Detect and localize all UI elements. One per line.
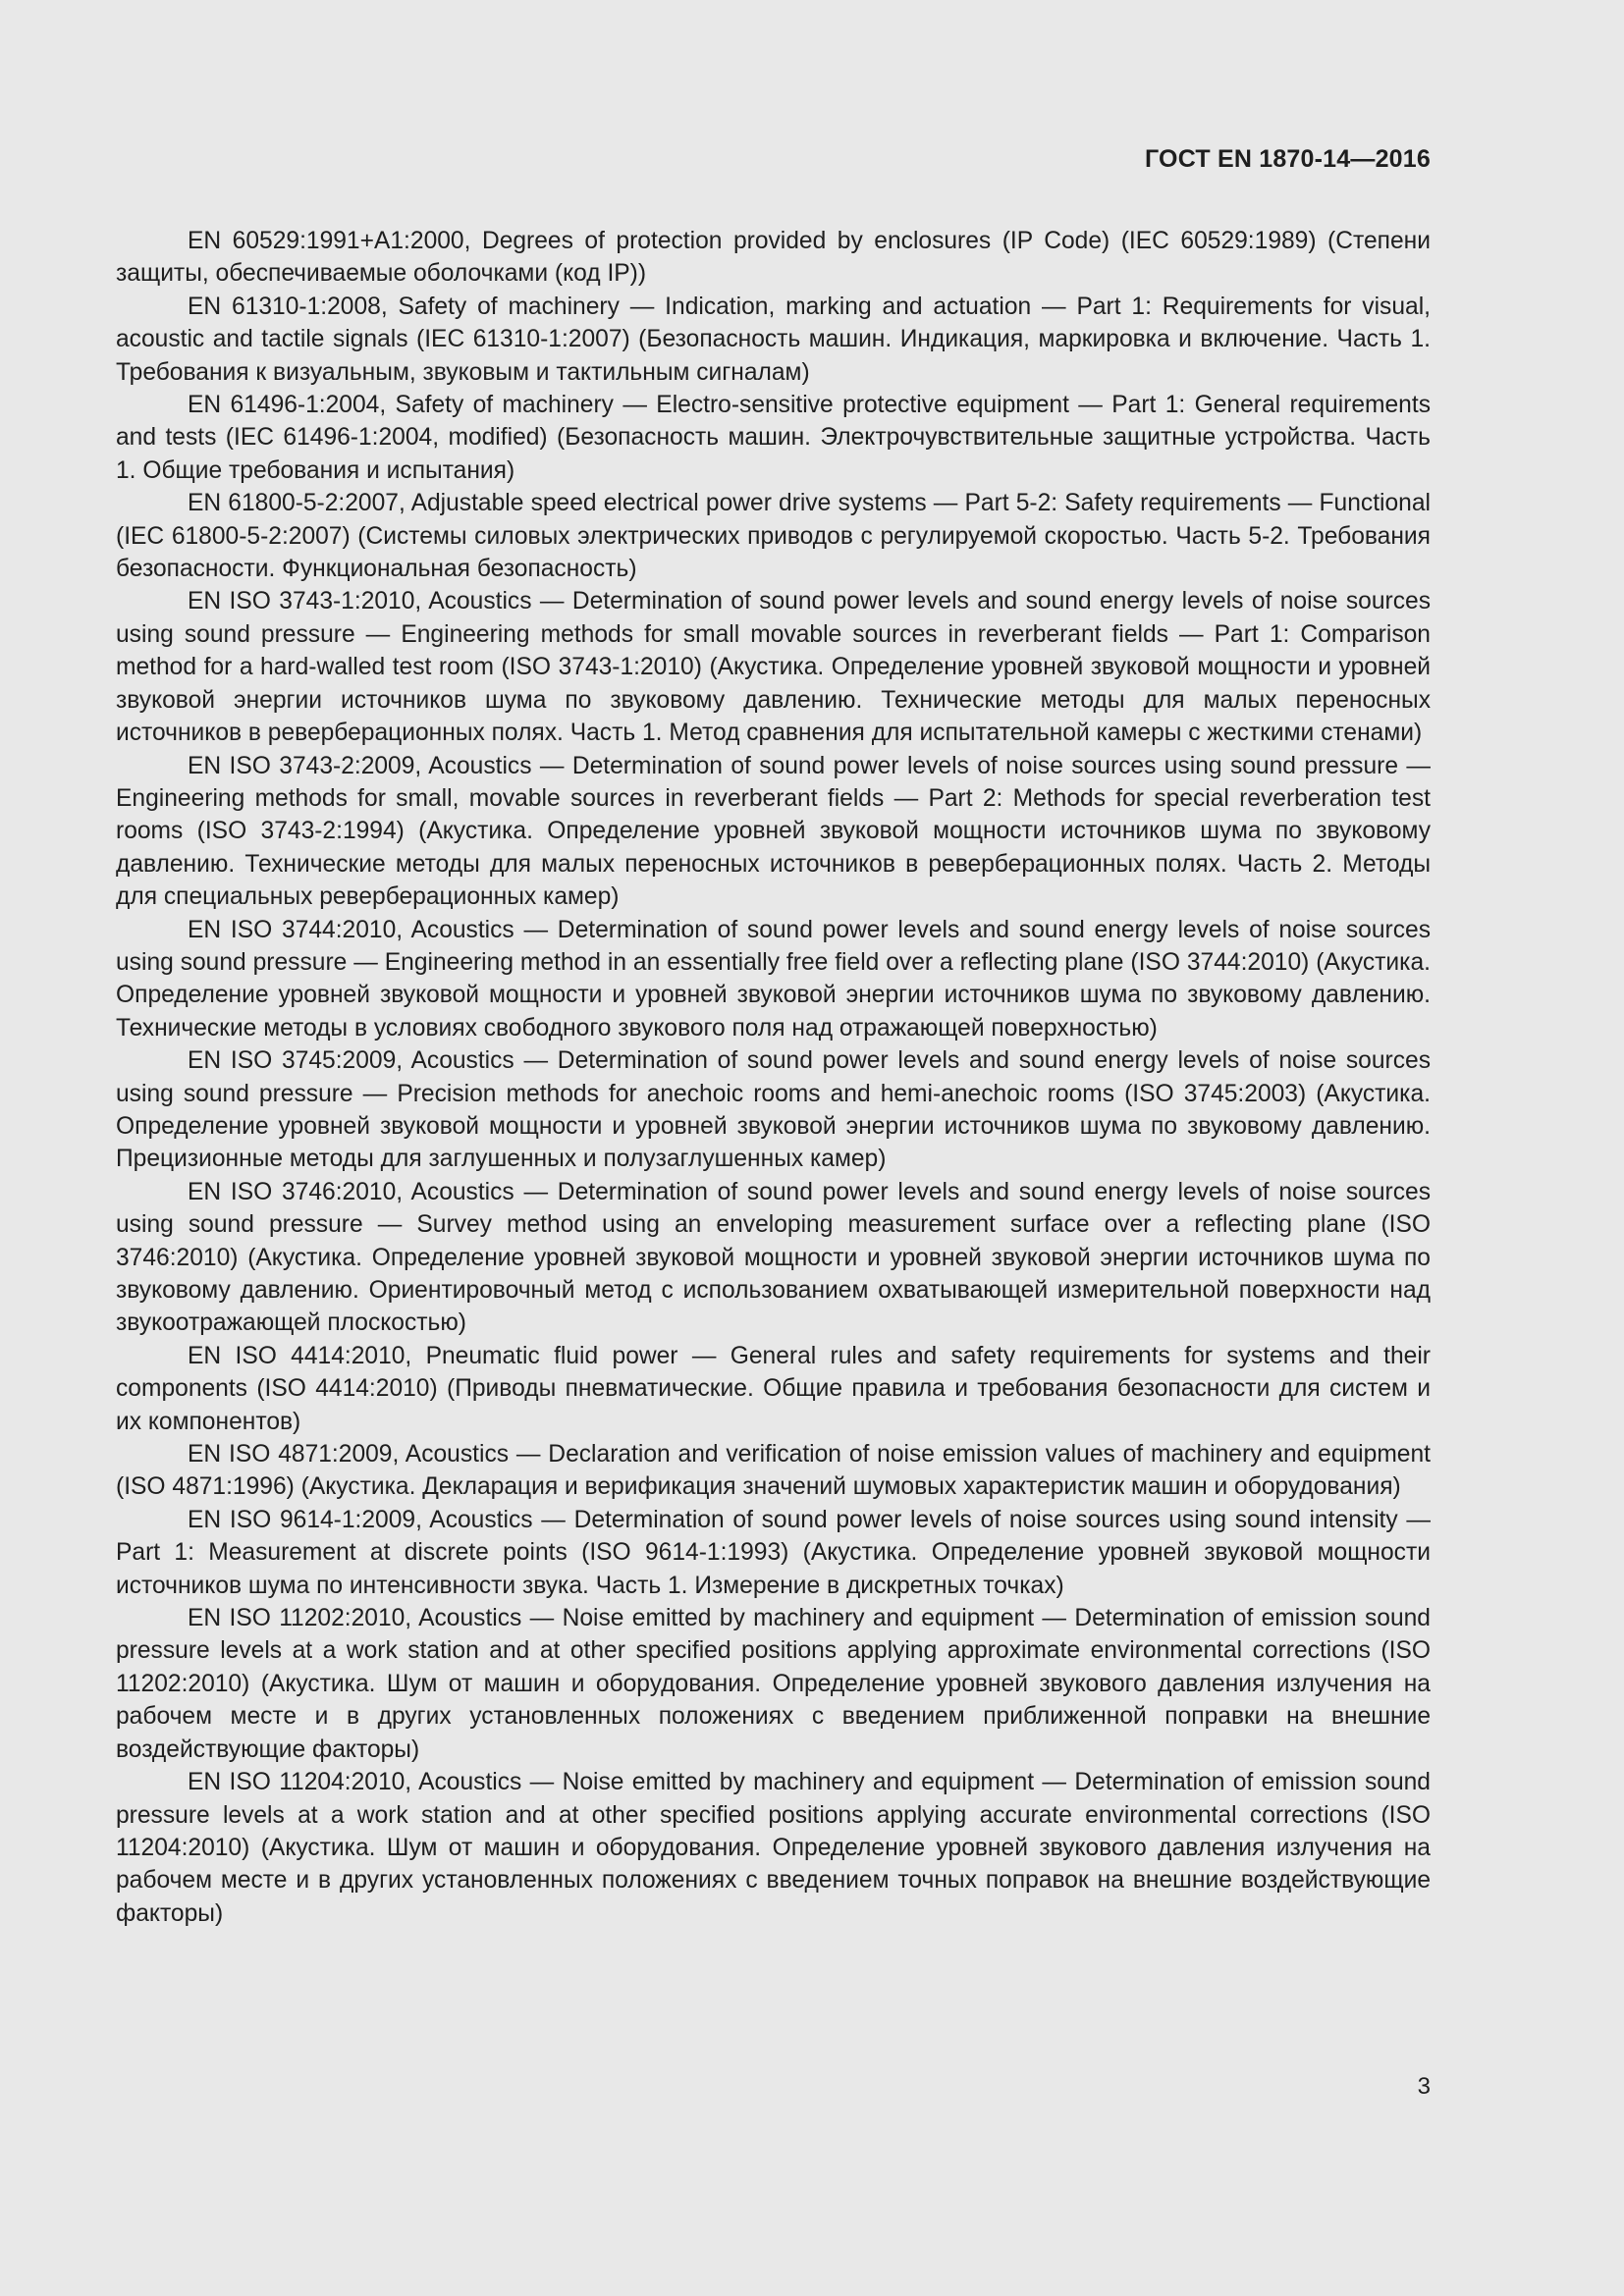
reference-paragraph: EN ISO 3743-2:2009, Acoustics — Determination of sound power levels of noise sources using sound pressure — Engineering methods for small, movable sources in reverberant fields — Part 2: Methods for special reverberation test rooms (ISO 3743-2:1994) (Акустика. Определение уровней звуковой мощности источников шума по звуковому давлению. Технические методы для малых переносных источников в реверберационных полях. Часть 2. Методы для специальных реверберационных камер) <box>116 752 1431 911</box>
reference-paragraph: EN 61800-5-2:2007, Adjustable speed electrical power drive systems — Part 5-2: Safety requirements — Functional (IEC 61800-5-2:2007) (Системы силовых электрических приводов с регулируемой скоростью. Часть 5-2. Требования безопасности. Функциональная безопасность) <box>116 490 1431 583</box>
reference-paragraph: EN 61310-1:2008, Safety of machinery — Indication, marking and actuation — Part 1: Requirements for visual, acoustic and tactile signals (IEC 61310-1:2007) (Безопасность машин. Индикация, маркировка и включение. Часть 1. Требования к визуальным, звуковым и тактильным сигналам) <box>116 293 1431 386</box>
reference-paragraph: EN ISO 3744:2010, Acoustics — Determination of sound power levels and sound energy levels of noise sources using sound pressure — Engineering method in an essentially free field over a reflecting plane (ISO 3744:2010) (Акустика. Определение уровней звуковой мощности и уровней звуковой энергии источников шума по звуковому давлению. Технические методы в условиях свободного звукового поля над отражающей поверхностью) <box>116 916 1431 1041</box>
normative-references-list <box>116 225 1431 1930</box>
document-code-header: ГОСТ EN 1870-14—2016 <box>1145 145 1431 173</box>
reference-paragraph: EN ISO 3746:2010, Acoustics — Determination of sound power levels and sound energy levels of noise sources using sound pressure — Survey method using an enveloping measurement surface over a reflecting plane (ISO 3746:2010) (Акустика. Определение уровней звуковой мощности и уровней звуковой энергии источников шума по звуковому давлению. Ориентировочный метод с использованием охватывающей измерительной поверхности над звукоотражающей плоскостью) <box>116 1178 1431 1337</box>
reference-paragraph: EN ISO 11204:2010, Acoustics — Noise emitted by machinery and equipment — Determination of emission sound pressure levels at a work station and at other specified positions applying accurate environmental corrections (ISO 11204:2010) (Акустика. Шум от машин и оборудования. Определение уровней звукового давления излучения на рабочем месте и в других установленных положениях с введением точных поправок на внешние воздействующие факторы) <box>116 1769 1431 1927</box>
reference-paragraph: EN ISO 4414:2010, Pneumatic fluid power — General rules and safety requirements for systems and their components (ISO 4414:2010) (Приводы пневматические. Общие правила и требования безопасности для систем и их компонентов) <box>116 1342 1431 1435</box>
page-number: 3 <box>1417 2073 1431 2100</box>
reference-paragraph: EN ISO 3743-1:2010, Acoustics — Determination of sound power levels and sound energy levels of noise sources using sound pressure — Engineering methods for small movable sources in reverberant fields — Part 1: Comparison method for a hard-walled test room (ISO 3743-1:2010) (Акустика. Определение уровней звуковой мощности и уровней звуковой энергии источников шума по звуковому давлению. Технические методы для малых переносных источников в реверберационных полях. Часть 1. Метод сравнения для испытательной камеры с жесткими стенами) <box>116 588 1431 747</box>
reference-paragraph: EN ISO 4871:2009, Acoustics — Declaration and verification of noise emission values of machinery and equipment (ISO 4871:1996) (Акустика. Декларация и верификация значений шумовых характеристик машин и оборудования) <box>116 1441 1431 1501</box>
reference-paragraph: EN 61496-1:2004, Safety of machinery — Electro-sensitive protective equipment — Part 1: General requirements and tests (IEC 61496-1:2004, modified) (Безопасность машин. Электрочувствительные защитные устройства. Часть 1. Общие требования и испытания) <box>116 392 1431 484</box>
reference-paragraph: EN ISO 11202:2010, Acoustics — Noise emitted by machinery and equipment — Determination of emission sound pressure levels at a work station and at other specified positions applying approximate environmental corrections (ISO 11202:2010) (Акустика. Шум от машин и оборудования. Определение уровней звукового давления излучения на рабочем месте и в других установленных положениях с введением приближенной поправки на внешние воздействующие факторы) <box>116 1605 1431 1763</box>
reference-paragraph: EN ISO 3745:2009, Acoustics — Determination of sound power levels and sound energy levels of noise sources using sound pressure — Precision methods for anechoic rooms and hemi-anechoic rooms (ISO 3745:2003) (Акустика. Определение уровней звуковой мощности и уровней звуковой энергии источников шума по звуковому давлению. Прецизионные методы для заглушенных и полузаглушенных камер) <box>116 1047 1431 1173</box>
reference-paragraph: EN ISO 9614-1:2009, Acoustics — Determination of sound power levels of noise sources using sound intensity — Part 1: Measurement at discrete points (ISO 9614-1:1993) (Акустика. Определение уровней звуковой мощности источников шума по интенсивности звука. Часть 1. Измерение в дискретных точках) <box>116 1506 1431 1599</box>
reference-paragraph: EN 60529:1991+A1:2000, Degrees of protection provided by enclosures (IP Code) (IEC 60529:1989) (Степени защиты, обеспечиваемые оболочками (код IP)) <box>116 228 1431 288</box>
